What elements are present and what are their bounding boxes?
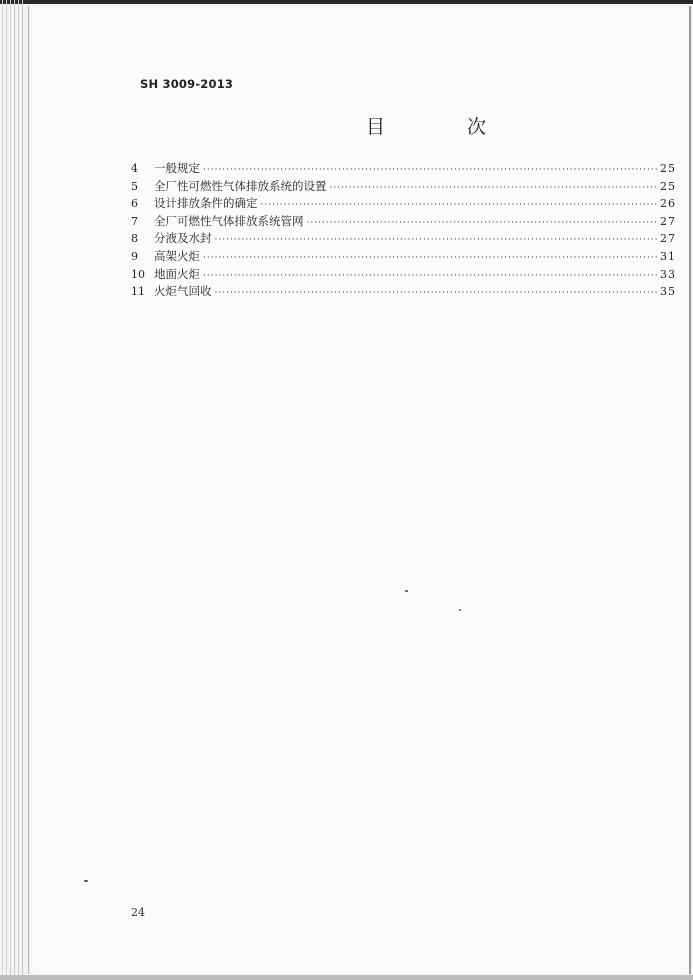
toc-entry-title: 设计排放条件的确定 (154, 196, 258, 211)
toc-entry-number: 11 (131, 285, 145, 299)
toc-leader-dots (203, 268, 658, 286)
toc-entry-page: 26 (660, 197, 676, 211)
toc-entry-title: 全厂性可燃性气体排放系统的设置 (154, 178, 327, 193)
toc-entry[interactable] (131, 230, 676, 248)
document-page (28, 6, 691, 974)
toc-entry[interactable] (131, 283, 676, 301)
toc-entry-page: 25 (660, 179, 676, 193)
toc-entry[interactable] (131, 178, 676, 196)
page-edge (10, 0, 11, 980)
scan-speck (405, 590, 408, 592)
toc-entry-title: 分液及水封 (154, 231, 212, 246)
toc-entry-number: 8 (131, 232, 138, 246)
toc-heading: 目 次 (366, 116, 525, 138)
toc-entry[interactable] (131, 266, 676, 284)
toc-entry-title: 全厂可燃性气体排放系统管网 (154, 213, 304, 228)
toc-entry[interactable] (131, 213, 676, 231)
table-of-contents (131, 160, 676, 301)
toc-entry-title: 一般规定 (154, 161, 200, 175)
toc-entry-page: 27 (660, 214, 676, 228)
toc-entry-number: 5 (131, 179, 138, 193)
scan-speck (84, 880, 88, 882)
page-edge (22, 0, 23, 980)
toc-leader-dots (215, 232, 659, 250)
toc-leader-dots (215, 285, 659, 303)
scan-speck (459, 609, 461, 611)
page-edge (6, 0, 7, 980)
page-edge (2, 0, 3, 980)
document-code: SH 3009-2013 (140, 77, 234, 91)
toc-entry[interactable] (131, 195, 676, 213)
toc-entry[interactable] (131, 160, 676, 178)
toc-entry-number: 6 (131, 197, 138, 211)
toc-entry[interactable] (131, 248, 676, 266)
toc-entry-title: 火炬气回收 (154, 284, 212, 299)
scan-top-edge (0, 0, 693, 4)
toc-leader-dots (203, 250, 658, 268)
page-edge (14, 0, 15, 980)
toc-entry-title: 地面火炬 (154, 266, 200, 281)
scan-bottom-edge (0, 975, 693, 980)
toc-entry-page: 33 (660, 267, 676, 281)
toc-leader-dots (330, 180, 659, 198)
toc-entry-page: 35 (660, 285, 676, 299)
toc-entry-title: 高架火炬 (154, 248, 200, 263)
toc-entry-number: 10 (131, 267, 145, 281)
toc-entry-number: 9 (131, 249, 138, 263)
page-edge (18, 0, 19, 980)
toc-leader-dots (307, 215, 659, 233)
toc-entry-page: 27 (660, 232, 676, 246)
toc-entry-page: 25 (660, 162, 676, 175)
toc-entry-number: 7 (131, 214, 138, 228)
toc-entry-number: 4 (131, 162, 138, 175)
toc-entry-page: 31 (660, 249, 676, 263)
page-number: 24 (131, 906, 145, 919)
toc-leader-dots (261, 197, 659, 215)
